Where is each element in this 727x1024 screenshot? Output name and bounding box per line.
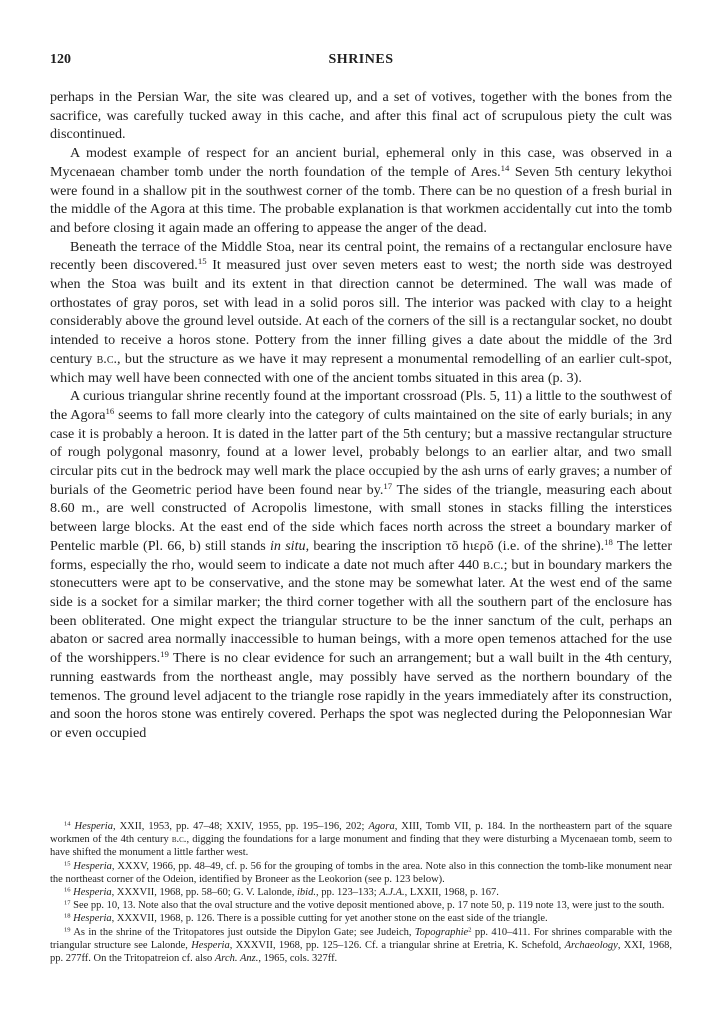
footnote-ref: 15 [197, 256, 207, 267]
footnotes [50, 820, 672, 965]
paragraph: A modest example of respect for an ancient burial, ephemeral only in this case, was observed in a Mycenaean chamber tomb under the north foundation of the temple of Ares.$^{14}$ Seven 5th century lekythoi were found in a shallow pit in the southwest corner of the tomb. There can be no question of a fresh burial in the middle of the Agora at this time. The probable explanation is that workmen accidentally cut into the tomb and before closing it again made an offering to appease the anger of the dead. [50, 145, 672, 236]
page-header [50, 52, 672, 72]
paragraph: perhaps in the Persian War, the site was cleared up, and a set of votives, together with the bones from the sacrifice, was carefully tucked away in this cache, and after this final act of scrupulous piety the cult was discontinued. [50, 89, 672, 143]
footnote: $^{17}$ See pp. 10, 13. Note also that the oval structure and the votive deposit mentioned above, p. 17 note 50, p. 119 note 13, were just to the south. [64, 899, 665, 912]
footnote-ref: 17 [383, 480, 393, 491]
footnote: $^{18}$ Hesperia, XXXVII, 1968, p. 126. There is a possible cutting for yet another stone on the east side of the triangle. [64, 912, 548, 925]
footnote: $^{14}$ Hesperia, XXII, 1953, pp. 47–48; XXIV, 1955, pp. 195–196, 202; Agora, XIII, Tomb VII, p. 184. In the northeastern part of the square workmen of the 4th century b.c., digging the foundations for a large monument and finding that they were disturbing a Mycenaean tomb, seem to have shifted the monument a little farther west. [50, 820, 673, 859]
footnote-ref: 19 [160, 649, 169, 660]
body-text [50, 88, 672, 743]
paragraph: Beneath the terrace of the Middle Stoa, near its central point, the remains of a rectangular enclosure have recently been discovered.$^{15}$ It measured just over seven meters east to west; the north side was destroyed when the Stoa was built and its extent in that direction cannot be determined. The wall was made of orthostates of gray poros, set with lead in a solid poros sill. The interior was packed with clay to a height considerably above the ground level outside. At each of the corners of the sill is a rectangular socket, no doubt intended to receive a horos stone. Pottery from the inner filling gives a date about the middle of the 3rd century b.c., but the structure as we have it may represent a monumental remodelling of an earlier cult-spot, which may well have been connected with one of the ancient tombs situated in this area (p. 3). [50, 238, 673, 386]
page-number: 120 [50, 52, 71, 67]
paragraph: A curious triangular shrine recently found at the important crossroad (Pls. 5, 11) a little to the southwest of the Agora$^{16}$ seems to fall more clearly into the category of cults maintained on the site of early burials; in any case it is probably a heroon. It is dated in the latter part of the 5th century; but a massive rectangular structure of rough polygonal masonry, found at a lower level, probably belongs to an earlier altar, and two small circular pits cut in the bedrock may well mark the place occupied by the ash urns of early graves; a number of burials of the Geometric period have been found near by.$^{17}$ The sides of the triangle, measuring each about 8.60 m., are well constructed of Acropolis limestone, with small stones in stacks filling the interstices between large blocks. At the east end of the side which faces north across the street a boundary marker of Pentelic marble (Pl. 66, b) still stands in situ, bearing the inscription τō hιερō (i.e. of the shrine).$^{18}$ The letter forms, especially the rho, would seem to indicate a date not much after 440 b.c.; but in boundary markers the stonecutters were apt to be conservative, and the stone may be somewhat later. At the west end of the same side is a socket for a similar marker; the third corner together with all the southern part of the enclosure has been obliterated. One might expect the triangular structure to be the inner sanctum of the cult, perhaps an abaton or sacred area normally inaccessible to human beings, with a more open temenos attached for the use of the worshippers.$^{19}$ There is no clear evidence for such an arrangement; but a wall built in the 4th century, running eastwards from the northeast angle, may possibly have served as the northern boundary of the temenos. The ground level adjacent to the triangle rose rapidly in the years immediately after its construction, and soon the horos stone was entirely covered. Perhaps the spot was neglected during the Peloponnesian War or even occupied [50, 388, 673, 741]
footnote: $^{16}$ Hesperia, XXXVII, 1968, pp. 58–60; G. V. Lalonde, ibid., pp. 123–133; A.J.A., LXXII, 1968, p. 167. [64, 886, 499, 899]
footnote-ref: 14 [500, 163, 510, 174]
footnote-ref: 18 [604, 537, 613, 548]
footnote: $^{15}$ Hesperia, XXXV, 1966, pp. 48–49, cf. p. 56 for the grouping of tombs in the area. Note also in this connection the tomb-like monument near the northeast corner of the Odeion, identified by Broneer as the Leokorion (see p. 123 below). [50, 860, 673, 885]
footnote: $^{19}$ As in the shrine of the Tritopatores just outside the Dipylon Gate; see Judeich, Topographie$^2$ pp. 410–411. For shrines comparable with the triangular structure see Lalonde, Hesperia, XXXVII, 1968, pp. 125–126. Cf. a triangular shrine at Eretria, K. Schefold, Archaeology, XXI, 1968, pp. 277ff. On the Tritopatreion cf. also Arch. Anz., 1965, cols. 327ff. [50, 926, 673, 965]
running-title: SHRINES [328, 52, 394, 67]
footnote-ref: 16 [105, 406, 115, 417]
